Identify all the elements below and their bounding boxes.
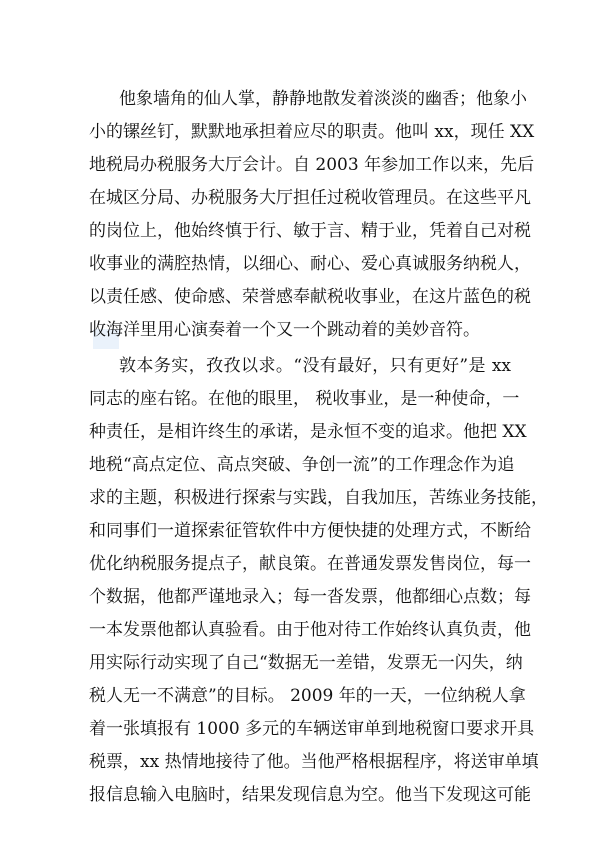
paragraph-1-line-6: 收事业的满腔热情，以细心、耐心、爱心真诚服务纳税人， — [89, 254, 531, 274]
paragraph-1-line-7: 以责任感、使命感、荣誉感奉献税收事业，在这片蓝色的税 — [89, 287, 531, 307]
paragraph-2-line-8: 个数据，他都严谨地录入；每一沓发票，他都细心点数；每 — [89, 587, 531, 607]
paragraph-2-line-4: 地税“高点定位、高点突破、争创一流”的工作理念作为追 — [89, 455, 515, 475]
paragraph-1-line-3: 地税局办税服务大厅会计。自 2003 年参加工作以来，先后 — [89, 155, 535, 175]
paragraph-2-line-9: 一本发票他都认真验看。由于他对待工作始终认真负责，他 — [89, 620, 531, 640]
paragraph-1-line-8: 收海洋里用心演奏着一个又一个跳动着的美妙音符。 — [89, 320, 480, 340]
paragraph-2-line-6: 和同事们一道探索征管软件中方便快捷的处理方式，不断给 — [89, 521, 531, 541]
paragraph-2-line-14: 报信息输入电脑时，结果发现信息为空。他当下发现这可能 — [89, 785, 531, 805]
paragraph-2-line-12: 着一张填报有 1000 多元的车辆送审单到地税窗口要求开具 — [89, 719, 535, 739]
paragraph-2-line-11: 税人无一不满意”的目标。 2009 年的一天，一位纳税人拿 — [89, 686, 526, 706]
paragraph-1-line-2: 小的镙丝钉，默默地承担着应尽的职责。他叫 xx，现任 XX — [89, 122, 535, 142]
paragraph-2-line-13: 税票，xx 热情地接待了他。当他严格根据程序，将送审单填 — [89, 752, 539, 772]
paragraph-2-line-1: 敦本务实，孜孜以求。“没有最好，只有更好”是 xx — [119, 356, 511, 376]
paragraph-2-line-5: 求的主题，积极进行探索与实践，自我加压，苦练业务技能， — [89, 488, 548, 508]
paragraph-1-line-1: 他象墙角的仙人掌，静静地散发着淡淡的幽香；他象小 — [119, 89, 527, 109]
paragraph-2-line-10: 用实际行动实现了自己“数据无一差错，发票无一闪失，纳 — [89, 653, 523, 673]
paragraph-2-line-7: 优化纳税服务提点子，献良策。在普通发票发售岗位，每一 — [89, 554, 531, 574]
paragraph-1-line-5: 的岗位上，他始终慎于行、敏于言、精于业，凭着自己对税 — [89, 221, 531, 241]
paragraph-2-line-2: 同志的座右铭。在他的眼里， 税收事业，是一种使命，一 — [89, 389, 520, 409]
paragraph-1-line-4: 在城区分局、办税服务大厅担任过税收管理员。在这些平凡 — [89, 188, 531, 208]
paragraph-2-line-3: 种责任，是相许终生的承诺，是永恒不变的追求。他把 XX — [89, 422, 527, 442]
